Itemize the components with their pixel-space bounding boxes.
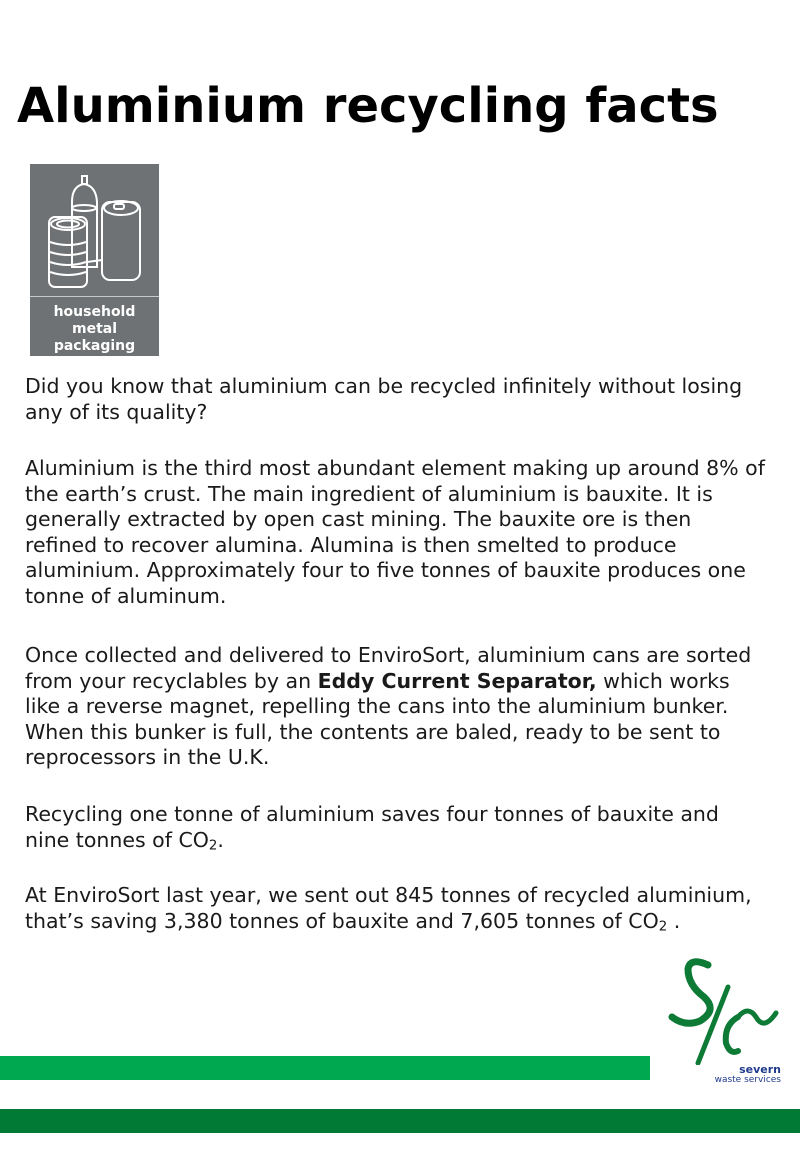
bauxite-paragraph: Aluminium is the third most abundant element making up around 8% of the earth’s crust. The main ingredient of aluminium is bauxite. It is generally extracted by open cast mining. The bauxite ore is then refined to recover alumina. Alumina is then smelted to produce aluminium. Approximately four to five tonnes of bauxite produces one tonne of aluminum. <box>25 456 765 608</box>
badge-label-line1: household metal <box>53 304 136 337</box>
p5-text-end: . <box>667 908 681 933</box>
household-metal-packaging-badge <box>30 164 159 356</box>
p5-subscript: 2 <box>658 919 668 935</box>
p3-text-end: which works like a reverse magnet, repelling the cans into the aluminium bunker. When this bunker is full, the contents are baled, ready to be sent to reprocessors in the U.K. <box>25 668 730 769</box>
eddy-current-separator-term: Eddy Current Separator, <box>317 668 597 693</box>
logo-name: severn <box>739 1063 781 1076</box>
savings-paragraph <box>25 802 765 859</box>
logo-tagline: waste services <box>714 1075 781 1085</box>
separator-paragraph <box>25 643 765 771</box>
p3-text: Once collected and delivered to EnviroSort, aluminium cans are sorted from your recyclables by an <box>25 643 752 693</box>
severn-waste-services-logo <box>660 955 785 1090</box>
sc-logo-mark-icon <box>660 955 785 1065</box>
p4-subscript: 2 <box>208 838 218 854</box>
metal-cans-icon <box>42 172 147 290</box>
intro-paragraph: Did you know that aluminium can be recycled infinitely without losing any of its quality? <box>25 374 743 424</box>
p5-text: At EnviroSort last year, we sent out 845 tonnes of recycled aluminium, that’s saving 3,380 tonnes of bauxite and 7,605 tonnes of CO <box>25 883 752 933</box>
badge-label <box>30 304 159 355</box>
page-title: Aluminium recycling facts <box>17 78 719 134</box>
badge-label-line2: packaging <box>53 338 136 354</box>
p4-text-end: . <box>217 827 224 852</box>
dark-green-band <box>0 1109 800 1133</box>
badge-divider <box>30 296 159 297</box>
p4-text: Recycling one tonne of aluminium saves four tonnes of bauxite and nine tonnes of CO <box>25 802 719 852</box>
light-green-band <box>0 1056 650 1080</box>
envirosort-stats-paragraph <box>25 883 765 940</box>
